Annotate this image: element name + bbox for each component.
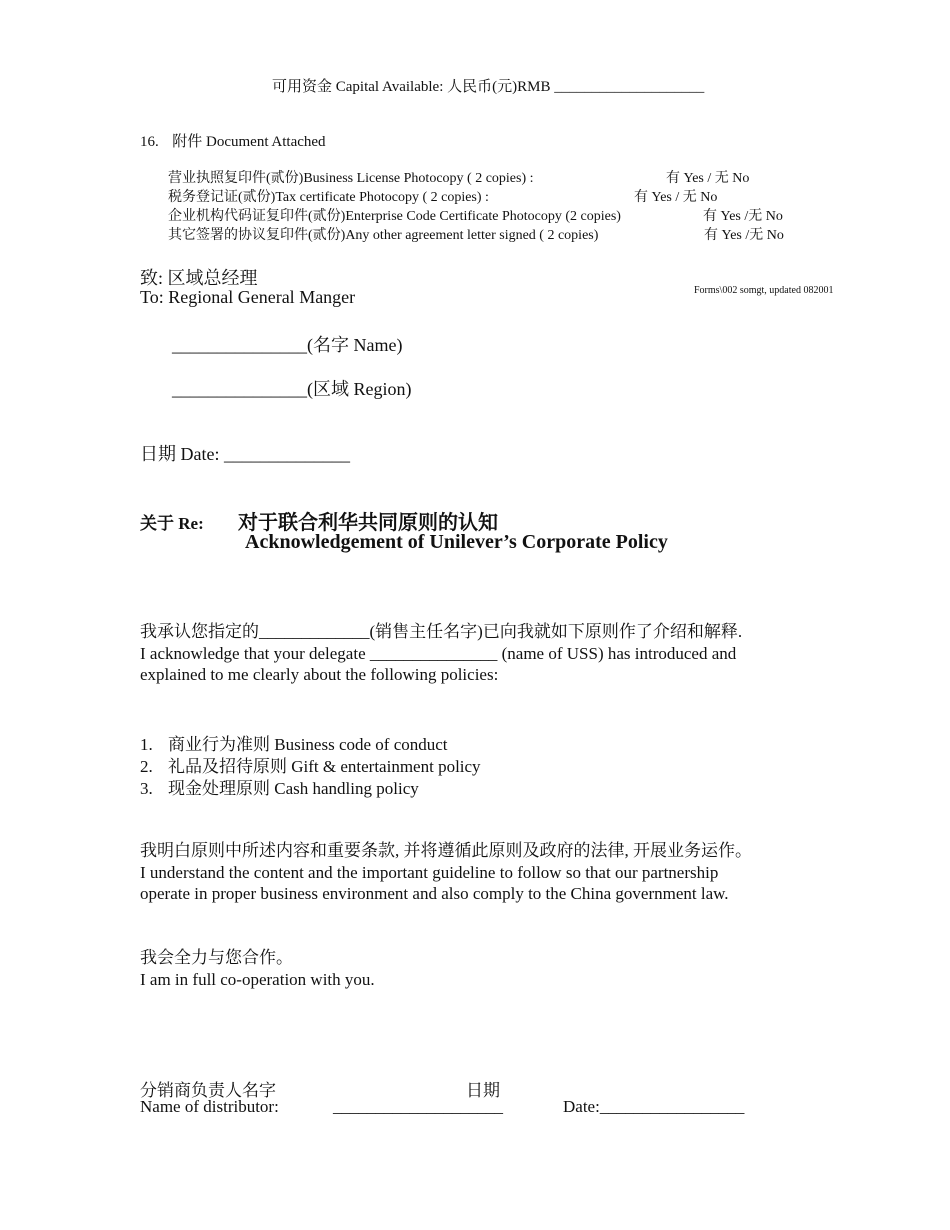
policy-number: 1.: [140, 735, 153, 754]
policy-number: 3.: [140, 779, 153, 798]
attachment-yesno-business-license: 有 Yes / 无 No: [666, 171, 750, 186]
subject-title-cn: 对于联合利华共同原则的认知: [238, 512, 498, 534]
attachment-label-business-license: 营业执照复印件(贰份)Business License Photocopy ( 2 copies) :: [168, 171, 534, 186]
signature-date-cn: 日期: [466, 1081, 500, 1100]
cooperation-cn: 我会全力与您合作。: [140, 948, 293, 967]
form-reference: Forms\002 somgt, updated 082001: [694, 285, 834, 296]
understanding-en-line2: operate in proper business environment and also comply to the China government law.: [140, 884, 729, 903]
signature-name-cn: 分销商负责人名字: [140, 1081, 276, 1100]
attachments-heading: [140, 130, 326, 151]
policy-item: [140, 774, 419, 799]
cooperation-en: I am in full co-operation with you.: [140, 969, 375, 989]
subject-re-label: 关于 Re:: [140, 514, 204, 533]
attachment-yesno-enterprise-code: 有 Yes /无 No: [703, 209, 783, 224]
attachments-heading-text: 附件 Document Attached: [172, 134, 326, 150]
date-blank-line: 日期 Date: ______________: [140, 444, 350, 464]
attachment-yesno-other-agreement: 有 Yes /无 No: [704, 228, 784, 243]
attachment-label-enterprise-code: 企业机构代码证复印件(贰份)Enterprise Code Certificate Photocopy (2 copies): [168, 209, 621, 224]
signature-date-en: Date:_________________: [563, 1097, 745, 1116]
understanding-paragraph: [140, 840, 752, 905]
addressee-en: To: Regional General Manger: [140, 287, 356, 307]
attachment-yesno-tax-certificate: 有 Yes / 无 No: [634, 190, 718, 205]
signature-name-en: Name of distributor:: [140, 1097, 279, 1116]
addressee-cn: 致: 区域总经理: [140, 268, 258, 288]
cooperation-paragraph: [140, 947, 375, 990]
policy-text: 商业行为准则 Business code of conduct: [168, 735, 448, 754]
policy-text: 礼品及招待原则 Gift & entertainment policy: [168, 757, 481, 776]
attachments-heading-number: 16.: [140, 134, 159, 150]
signature-name-blank: ____________________: [333, 1097, 503, 1116]
capital-available-line: 可用资金 Capital Available: 人民币(元)RMB ____________________: [272, 79, 705, 95]
policy-number: 2.: [140, 757, 153, 776]
intro-paragraph: [140, 621, 742, 686]
intro-en-line1: I acknowledge that your delegate _______________ (name of USS) has introduced and: [140, 643, 737, 663]
intro-en-line2: explained to me clearly about the following policies:: [140, 665, 499, 684]
understanding-en-line1: I understand the content and the important guideline to follow so that our partnership: [140, 862, 719, 882]
attachment-label-other-agreement: 其它签署的协议复印件(贰份)Any other agreement letter signed ( 2 copies): [168, 228, 599, 243]
name-blank-line: _______________(名字 Name): [172, 335, 403, 355]
region-blank-line: _______________(区域 Region): [172, 379, 412, 399]
understanding-cn: 我明白原则中所述内容和重要条款, 并将遵循此原则及政府的法律, 开展业务运作。: [140, 841, 752, 860]
subject-title-en: Acknowledgement of Unilever’s Corporate Policy: [245, 531, 668, 553]
policy-text: 现金处理原则 Cash handling policy: [168, 779, 419, 798]
attachment-label-tax-certificate: 税务登记证(贰份)Tax certificate Photocopy ( 2 copies) :: [168, 190, 489, 205]
intro-cn: 我承认您指定的_____________(销售主任名字)已向我就如下原则作了介绍和解释.: [140, 622, 743, 641]
